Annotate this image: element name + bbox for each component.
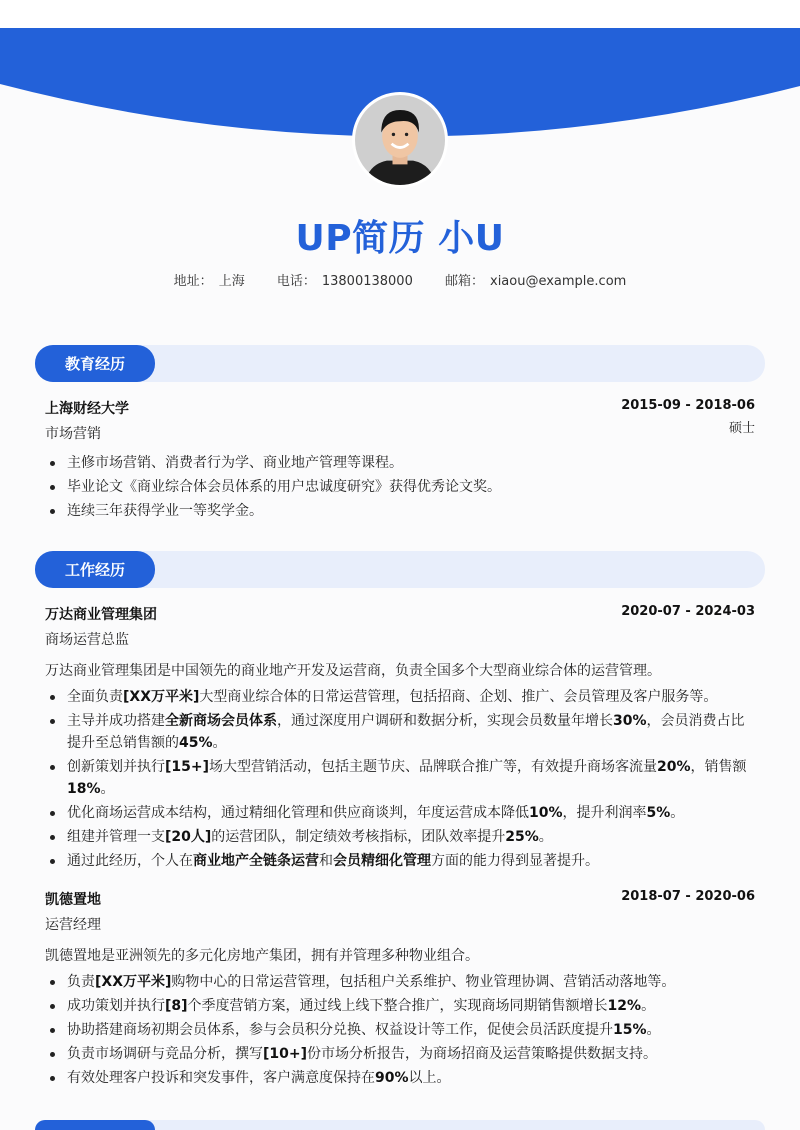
avatar <box>352 92 448 188</box>
contact-value: xiaou@example.com <box>490 274 627 289</box>
company-name: 万达商业管理集团 <box>45 607 157 623</box>
list-item: 毕业论文《商业综合体会员体系的用户忠诚度研究》获得优秀论文奖。 <box>45 476 755 498</box>
list-item: 成功策划并执行[8]个季度营销方案，通过线上线下整合推广，实现商场同期销售额增长12%。 <box>45 995 755 1017</box>
degree: 硕士 <box>728 421 755 436</box>
portrait-icon <box>355 95 445 185</box>
list-item: 连续三年获得学业一等奖学金。 <box>45 500 755 522</box>
resume-name: UP简历 小U <box>295 218 505 259</box>
contact-label: 邮箱： <box>444 274 484 289</box>
section-work <box>35 551 765 588</box>
contact-address <box>174 270 245 289</box>
major: 市场营销 <box>45 426 101 442</box>
list-item: 负责市场调研与竞品分析，撰写[10+]份市场分析报告，为商场招商及运营策略提供数据支持。 <box>45 1043 755 1065</box>
job-dates: 2018-07 - 2020-06 <box>621 889 755 904</box>
contact-label: 地址： <box>173 274 213 289</box>
company-name: 凯德置地 <box>45 892 101 908</box>
list-item: 协助搭建商场初期会员体系，参与会员积分兑换、权益设计等工作，促使会员活跃度提升15%。 <box>45 1019 755 1041</box>
list-item: 创新策划并执行[15+]场大型营销活动，包括主题节庆、品牌联合推广等，有效提升商场客流量20%，销售额18%。 <box>45 756 755 800</box>
list-item: 主修市场营销、消费者行为学、商业地产管理等课程。 <box>45 452 755 474</box>
job-title: 运营经理 <box>45 917 101 933</box>
education-bullets <box>45 452 755 524</box>
contact-label: 电话： <box>276 274 316 289</box>
list-item: 优化商场运营成本结构，通过精细化管理和供应商谈判，年度运营成本降低10%，提升利润率5%。 <box>45 802 755 824</box>
list-item: 全面负责[XX万平米]大型商业综合体的日常运营管理，包括招商、企划、推广、会员管理及客户服务等。 <box>45 686 755 708</box>
section-heading: 教育经历 <box>35 345 155 382</box>
job-dates: 2020-07 - 2024-03 <box>621 604 755 619</box>
company-intro: 万达商业管理集团是中国领先的商业地产开发及运营商，负责全国多个大型商业综合体的运营管理。 <box>45 663 661 679</box>
list-item: 主导并成功搭建全新商场会员体系，通过深度用户调研和数据分析，实现会员数量年增长30%，会员消费占比提升至总销售额的45%。 <box>45 710 755 754</box>
job-bullets <box>45 971 755 1091</box>
section-education <box>35 345 765 382</box>
list-item: 负责[XX万平米]购物中心的日常运营管理，包括租户关系维护、物业管理协调、营销活动落地等。 <box>45 971 755 993</box>
section-heading: 工作经历 <box>35 551 155 588</box>
job-title: 商场运营总监 <box>45 632 129 648</box>
education-dates: 2015-09 - 2018-06 <box>621 398 755 413</box>
contact-value: 13800138000 <box>321 274 413 289</box>
list-item: 有效处理客户投诉和突发事件，客户满意度保持在90%以上。 <box>45 1067 755 1089</box>
school-name: 上海财经大学 <box>45 401 129 417</box>
contact-email <box>445 270 626 289</box>
list-item: 组建并管理一支[20人]的运营团队，制定绩效考核指标，团队效率提升25%。 <box>45 826 755 848</box>
company-intro: 凯德置地是亚洲领先的多元化房地产集团，拥有并管理多种物业组合。 <box>45 948 479 964</box>
section-heading-partial <box>35 1120 155 1130</box>
contact-line <box>0 270 800 289</box>
top-margin <box>0 0 800 28</box>
contact-value: 上海 <box>218 274 245 289</box>
list-item: 通过此经历，个人在商业地产全链条运营和会员精细化管理方面的能力得到显著提升。 <box>45 850 755 872</box>
contact-phone <box>277 270 413 289</box>
job-bullets <box>45 686 755 874</box>
section-next <box>35 1120 765 1130</box>
